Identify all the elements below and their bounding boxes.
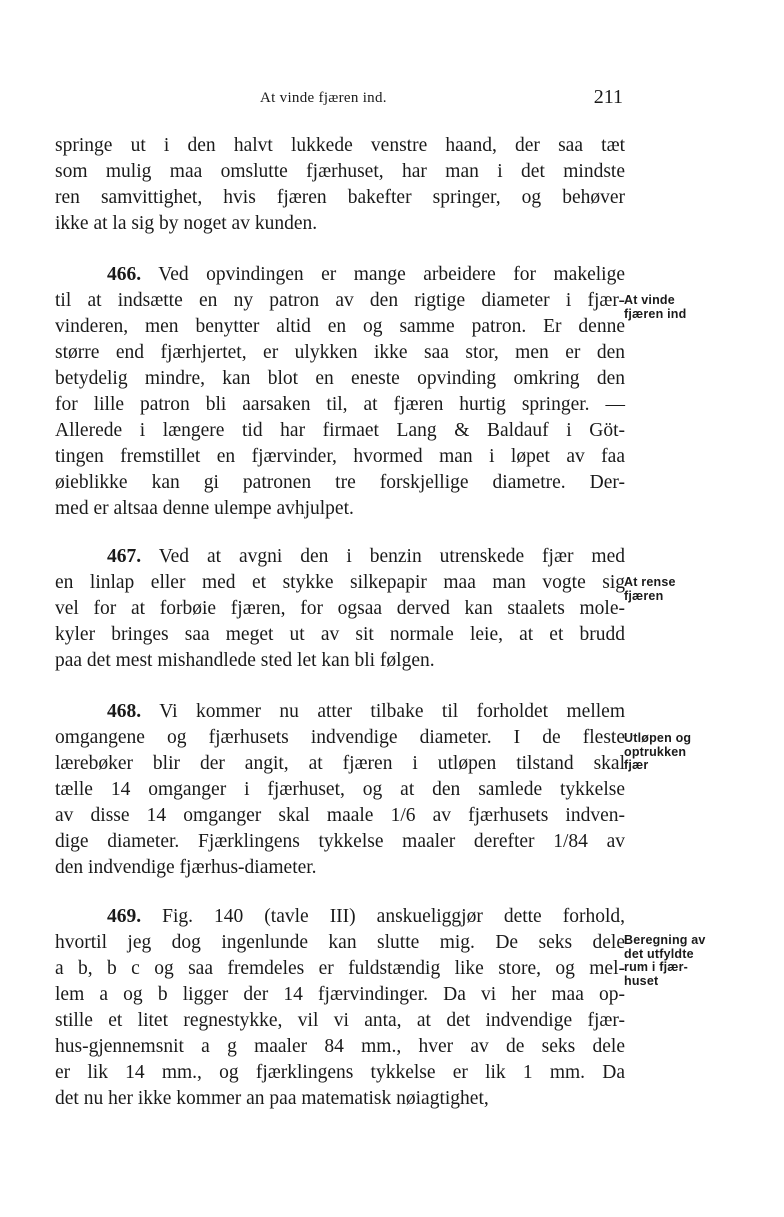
text-line: betydelig mindre, kan blot en eneste opvinding omkring den xyxy=(55,368,625,389)
paragraph-466 xyxy=(55,262,625,522)
text-line: større end fjærhjertet, er ulykken ikke saa stor, men er den xyxy=(55,342,625,363)
section-number: 467. xyxy=(107,546,142,567)
paragraph-468 xyxy=(55,699,625,881)
page-header xyxy=(55,86,625,112)
first-line xyxy=(55,904,625,930)
section-number: 468. xyxy=(107,701,142,722)
text-line: springe ut i den halvt lukkede venstre haand, der saa tæt xyxy=(55,135,625,156)
paragraph-469 xyxy=(55,904,625,1112)
text-line: den indvendige fjærhus-diameter. xyxy=(55,857,317,878)
text-line: tælle 14 omganger i fjærhuset, og at den samlede tykkelse xyxy=(55,779,625,800)
first-line xyxy=(55,262,625,288)
section-number: 466. xyxy=(107,264,142,285)
text-line: det nu her ikke kommer an paa matematisk nøiagtighet, xyxy=(55,1088,489,1109)
paragraph-467 xyxy=(55,544,625,674)
text-line: hvortil jeg dog ingenlunde kan slutte mig. De seks dele xyxy=(55,932,625,953)
first-line-text: Fig. 140 (tavle III) anskueliggjør dette forhold, xyxy=(162,906,626,927)
margin-note-467 xyxy=(624,576,734,603)
text-line: med er altsaa denne ulempe avhjulpet. xyxy=(55,498,354,519)
margin-note-469 xyxy=(624,934,734,988)
margin-note-466 xyxy=(624,294,734,321)
running-title: At vinde fjæren ind. xyxy=(260,90,387,106)
text-line: tingen fremstillet en fjærvinder, hvormed man i løpet av faa xyxy=(55,446,625,467)
margin-note-line: optrukken xyxy=(624,744,687,759)
text-line: omgangene og fjærhusets indvendige diameter. I de fleste xyxy=(55,727,625,748)
text-line: er lik 14 mm., og fjærklingens tykkelse er lik 1 mm. Da xyxy=(55,1062,625,1083)
text-line: lærebøker blir der angit, at fjæren i utløpen tilstand skal xyxy=(55,753,625,774)
text-line: stille et litet regnestykke, vil vi anta, at det indvendige fjær- xyxy=(55,1010,625,1031)
margin-note-line: fjæren xyxy=(624,588,664,603)
margin-note-line: det utfyldte xyxy=(624,946,694,961)
text-line: vinderen, men benytter altid en og samme patron. Er denne xyxy=(55,316,625,337)
first-line-text: Vi kommer nu atter tilbake til forholdet mellem xyxy=(159,701,625,722)
section-number: 469. xyxy=(107,906,142,927)
text-line: a b, b c og saa fremdeles er fuldstændig like store, og mel- xyxy=(55,958,625,979)
margin-note-line: At rense xyxy=(624,575,676,589)
text-line: ren samvittighet, hvis fjæren bakefter springer, og behøver xyxy=(55,187,625,208)
text-line: Allerede i længere tid har firmaet Lang & Baldauf i Göt- xyxy=(55,420,625,441)
text-line: øieblikke kan gi patronen tre forskjellige diametre. Der- xyxy=(55,472,625,493)
text-line: av disse 14 omganger skal maale 1/6 av fjærhusets indven- xyxy=(55,805,625,826)
text-line: vel for at forbøie fjæren, for ogsaa derved kan staalets mole- xyxy=(55,598,625,619)
paragraph-intro xyxy=(55,133,625,237)
first-line xyxy=(55,699,625,725)
text-line: lem a og b ligger der 14 fjærvindinger. Da vi her maa op- xyxy=(55,984,625,1005)
first-line-text: Ved at avgni den i benzin utrenskede fjær med xyxy=(158,546,625,567)
text-line: til at indsætte en ny patron av den rigtige diameter i fjær- xyxy=(55,290,625,311)
margin-note-468 xyxy=(624,732,734,773)
margin-note-line: At vinde xyxy=(624,293,675,307)
margin-note-line: Beregning av xyxy=(624,933,706,947)
page-number: 211 xyxy=(593,86,623,108)
margin-note-line: fjær xyxy=(624,758,649,772)
first-line xyxy=(55,544,625,570)
text-line: paa det mest mishandlede sted let kan bli følgen. xyxy=(55,650,435,671)
text-line: for lille patron bli aarsaken til, at fjæren hurtig springer. — xyxy=(55,394,625,415)
margin-note-line: huset xyxy=(624,973,659,988)
text-line: dige diameter. Fjærklingens tykkelse maaler derefter 1/84 av xyxy=(55,831,625,852)
first-line-text: Ved opvindingen er mange arbeidere for makelige xyxy=(158,264,625,285)
text-line: som mulig maa omslutte fjærhuset, har man i det mindste xyxy=(55,161,625,182)
text-line: en linlap eller med et stykke silkepapir maa man vogte sig xyxy=(55,572,625,593)
margin-note-line: Utløpen og xyxy=(624,731,692,745)
margin-note-line: fjæren ind xyxy=(624,306,687,321)
text-line: ikke at la sig by noget av kunden. xyxy=(55,213,318,234)
text-line: hus-gjennemsnit a g maaler 84 mm., hver av de seks dele xyxy=(55,1036,625,1057)
margin-note-line: rum i fjær- xyxy=(624,960,689,974)
text-line: kyler bringes saa meget ut av sit normale leie, at et brudd xyxy=(55,624,625,645)
